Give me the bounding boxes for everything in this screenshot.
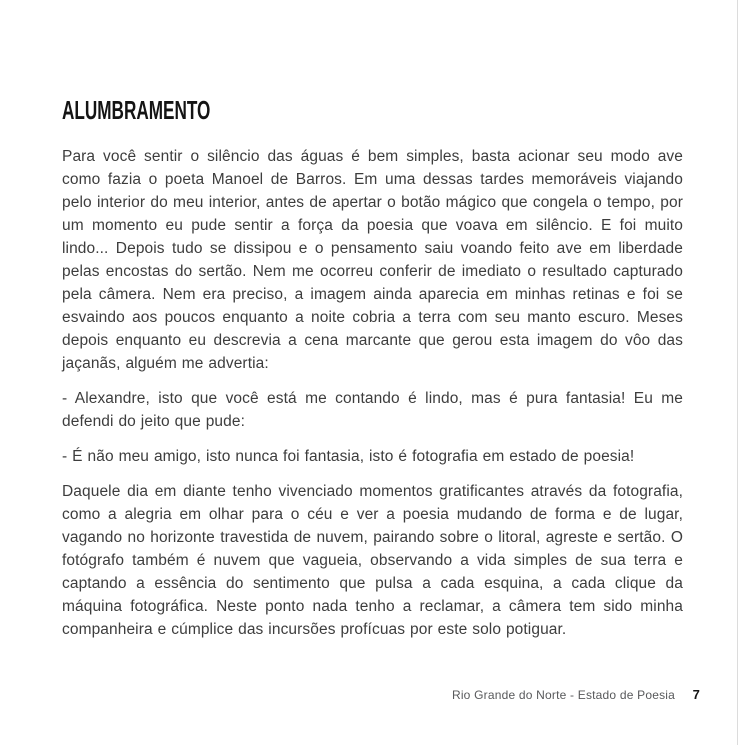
page-number: 7: [692, 687, 700, 702]
page-footer: [62, 687, 700, 703]
page-edge-divider: [737, 0, 738, 745]
chapter-heading: ALUMBRAMENTO: [62, 95, 211, 125]
page-content: [62, 97, 683, 653]
body-paragraph-1: Para você sentir o silêncio das águas é bem simples, basta acionar seu modo ave como fazia o poeta Manoel de Barros. Em uma dessas tardes memoráveis viajando pelo interior do meu interior, antes de apertar o botão mágico que congela o tempo, por um momento eu pude sentir a força da poesia que voava em silêncio. E foi muito lindo... Depois tudo se dissipou e o pensamento saiu voando feito ave em liberdade pelas encostas do sertão. Nem me ocorreu conferir de imediato o resultado capturado pela câmera. Nem era preciso, a imagem ainda aparecia em minhas retinas e foi se esvaindo aos poucos enquanto a noite cobria a terra com seu manto escuro. Meses depois enquanto eu descrevia a cena marcante que gerou esta imagem do vôo das jaçanãs, alguém me advertia:: [62, 148, 683, 372]
body-paragraph-2: - Alexandre, isto que você está me contando é lindo, mas é pura fantasia! Eu me defendi do jeito que pude:: [62, 390, 683, 430]
running-title: Rio Grande do Norte - Estado de Poesia: [451, 688, 676, 702]
body-paragraph-4: Daquele dia em diante tenho vivenciado momentos gratificantes através da fotografia, como a alegria em olhar para o céu e ver a poesia mudando de forma e de lugar, vagando no horizonte travestida de nuvem, pairando sobre o litoral, agreste e sertão. O fotógrafo também é nuvem que vagueia, observando a vida simples de sua terra e captando a essência do sentimento que pulsa a cada esquina, a cada clique da máquina fotográfica. Neste ponto nada tenho a reclamar, a câmera tem sido minha companheira e cúmplice das incursões profícuas por este solo potiguar.: [62, 483, 683, 638]
body-paragraph-3: - É não meu amigo, isto nunca foi fantasia, isto é fotografia em estado de poesia!: [62, 448, 635, 465]
